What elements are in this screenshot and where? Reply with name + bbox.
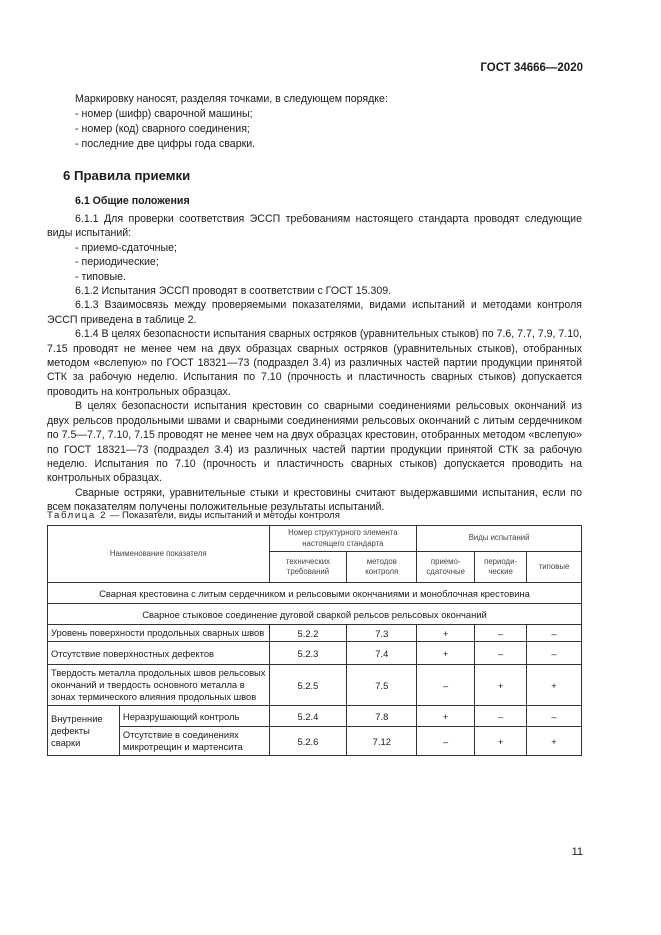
table-row xyxy=(48,665,582,706)
row-name: Отсутствие в соединениях микротрещин и мартенсита xyxy=(119,727,269,756)
row-name: Отсутствие поверхностных дефектов xyxy=(48,642,270,665)
table-row xyxy=(48,625,582,642)
row-periodic: + xyxy=(475,727,527,756)
row-method: 7.12 xyxy=(347,727,417,756)
table-2 xyxy=(47,525,582,756)
header-test-types: Виды испытаний xyxy=(417,526,582,552)
marking-lead: Маркировку наносят, разделяя точками, в следующем порядке: xyxy=(75,93,388,105)
list-item: - номер (код) сварного соединения; xyxy=(75,123,250,135)
header-structural-element: Номер структурного элемента настоящего стандарта xyxy=(269,526,417,552)
table-row xyxy=(48,727,582,756)
list-item: - последние две цифры года сварки. xyxy=(75,138,256,150)
table-section-row xyxy=(48,583,582,604)
row-method: 7.4 xyxy=(347,642,417,665)
row-tech: 5.2.5 xyxy=(269,665,347,706)
table-caption-label: Таблица 2 xyxy=(47,510,108,521)
paragraph-6-1-4: 6.1.4 В целях безопасности испытания сварных остряков (уравнительных стыков) по 7.6, 7.7, 7.9, 7.10, 7.15 проводят не менее чем на двух образцах сварных остряков (уравнительных стыков), отобранных методом «вслепую» по ГОСТ 18321—73 (подраздел 3.4) из различных частей партии продукции принятой СТК за рабочую неделю. Испытания по 7.10 (прочность и пластичность сварных стыков) допускается проводить на контрольных образцах. xyxy=(47,328,582,398)
header-acceptance: приемо-сдаточные xyxy=(417,552,475,583)
subsection-title: 6.1 Общие положения xyxy=(75,195,190,207)
table-row xyxy=(48,706,582,727)
table-section-row xyxy=(48,604,582,625)
row-type: – xyxy=(527,625,582,642)
body-text xyxy=(47,212,582,515)
header-periodic: периоди-ческие xyxy=(475,552,527,583)
table-row xyxy=(48,642,582,665)
row-periodic: – xyxy=(475,706,527,727)
row-method: 7.5 xyxy=(347,665,417,706)
row-method: 7.3 xyxy=(347,625,417,642)
marking-intro xyxy=(75,92,585,152)
section-title: 6 Правила приемки xyxy=(63,168,191,183)
section-crossing: Сварная крестовина с литым сердечником и рельсовыми окончаниями и моноблочная крестовина xyxy=(48,583,582,604)
row-type: – xyxy=(527,706,582,727)
row-name: Твердость металла продольных швов рельсовых окончаний и твердость основного металла в зонах термического влияния продольных швов xyxy=(48,665,270,706)
table-caption-text: — Показатели, виды испытаний и методы контроля xyxy=(107,510,340,521)
paragraph-6-1-1: 6.1.1 Для проверки соответствия ЭССП требованиям настоящего стандарта проводят следующие виды испытаний: xyxy=(47,213,582,240)
header-control-methods: методов контроля xyxy=(347,552,417,583)
row-acceptance: – xyxy=(417,665,475,706)
row-acceptance: – xyxy=(417,727,475,756)
row-tech: 5.2.2 xyxy=(269,625,347,642)
defects-group-label: Внутренние дефекты сварки xyxy=(48,706,120,756)
row-name: Уровень поверхности продольных сварных швов xyxy=(48,625,270,642)
paragraph-6-1-2: 6.1.2 Испытания ЭССП проводят в соответствии с ГОСТ 15.309. xyxy=(75,285,392,298)
header-type: типовые xyxy=(527,552,582,583)
table-caption xyxy=(47,510,340,521)
row-acceptance: + xyxy=(417,625,475,642)
row-periodic: – xyxy=(475,642,527,665)
list-item: - периодические; xyxy=(75,256,159,269)
row-tech: 5.2.6 xyxy=(269,727,347,756)
row-periodic: – xyxy=(475,625,527,642)
section-butt-weld: Сварное стыковое соединение дуговой сваркой рельсов рельсовых окончаний xyxy=(48,604,582,625)
table-header-row xyxy=(48,526,582,552)
row-method: 7.8 xyxy=(347,706,417,727)
row-name: Неразрушающий контроль xyxy=(119,706,269,727)
header-tech-requirements: технических требований xyxy=(269,552,347,583)
row-type: + xyxy=(527,727,582,756)
paragraph-crossings: В целях безопасности испытания крестовин со сварными соединениями рельсовых окончаний из двух рельсов продольными швами и сварными соединениями рельсовых окончаний с литым сердечником по 7.5—7.7, 7.10, 7.15 проводят не менее чем на двух образцах крестовин, отобранных методом «вслепую» по ГОСТ 18321—73 (подраздел 3.4) из различных частей партии продукции принятой СТК за рабочую неделю. Испытания по 7.10 (прочность и пластичность сварных стыков) допускается проводить на контрольных образцах. xyxy=(47,400,582,485)
list-item: - номер (шифр) сварочной машины; xyxy=(75,108,253,120)
document-number: ГОСТ 34666—2020 xyxy=(480,62,583,74)
row-type: + xyxy=(527,665,582,706)
row-tech: 5.2.4 xyxy=(269,706,347,727)
row-type: – xyxy=(527,642,582,665)
row-acceptance: + xyxy=(417,642,475,665)
list-item: - типовые. xyxy=(75,270,126,283)
row-tech: 5.2.3 xyxy=(269,642,347,665)
header-indicator: Наименование показателя xyxy=(48,526,270,583)
row-periodic: + xyxy=(475,665,527,706)
paragraph-6-1-3: 6.1.3 Взаимосвязь между проверяемыми показателями, видами испытаний и методами контроля ЭССП приведена в таблице 2. xyxy=(47,299,582,326)
list-item: - приемо-сдаточные; xyxy=(75,241,177,254)
paragraph-conclusion: Сварные остряки, уравнительные стыки и крестовины считают выдержавшими испытания, если по всем показателям получены положительные результаты испытаний. xyxy=(47,486,582,514)
row-acceptance: + xyxy=(417,706,475,727)
page-number: 11 xyxy=(571,846,583,858)
